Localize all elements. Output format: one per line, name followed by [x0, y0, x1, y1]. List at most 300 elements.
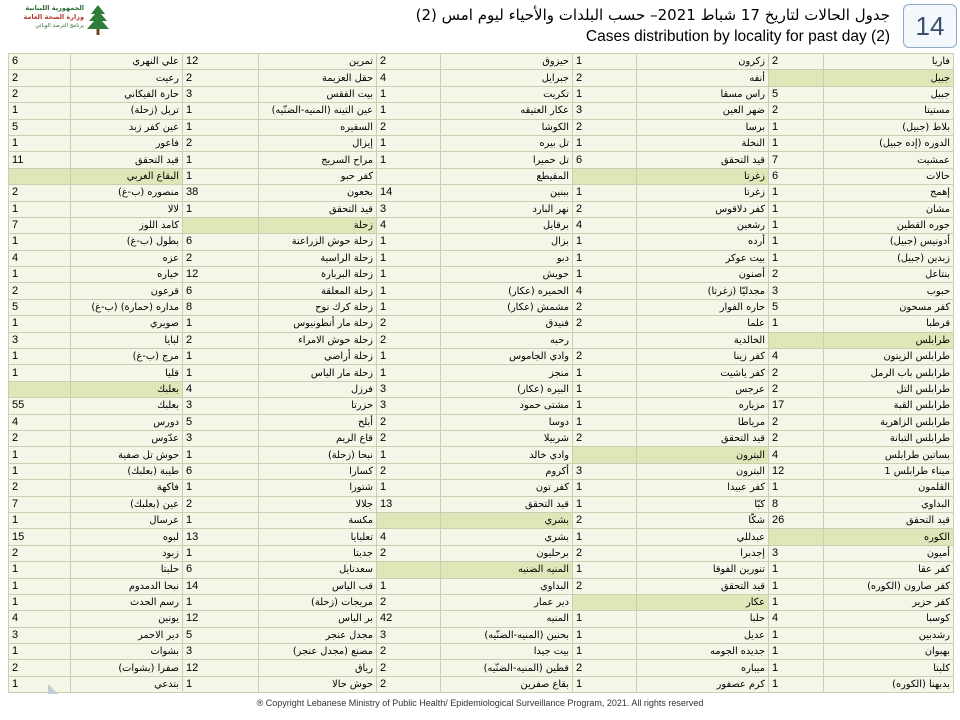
locality-cell: تعلبايا — [259, 529, 377, 545]
case-count-cell: 2 — [377, 644, 441, 660]
case-count-cell: 1 — [183, 447, 259, 463]
locality-cell: قيد التحقق — [637, 578, 769, 594]
case-count-cell: 1 — [183, 168, 259, 184]
locality-cell: قيد التحقق — [637, 430, 769, 446]
table-row — [9, 201, 954, 217]
case-count-cell: 2 — [573, 512, 637, 528]
case-count-cell: 3 — [377, 398, 441, 414]
table-row — [9, 119, 954, 135]
locality-cell: خياره — [71, 267, 183, 283]
locality-cell: رحبه — [441, 332, 573, 348]
locality-cell: برسا — [637, 119, 769, 135]
locality-cell: بتدعي — [71, 676, 183, 692]
locality-cell: صويري — [71, 316, 183, 332]
case-count-cell: 1 — [769, 644, 824, 660]
locality-cell: أكروم — [441, 463, 573, 479]
case-count-cell — [573, 332, 637, 348]
locality-cell: بقاع صفرين — [441, 676, 573, 692]
case-count-cell: 1 — [9, 594, 71, 610]
locality-cell: حبوب — [824, 283, 954, 299]
case-count-cell: 1 — [573, 644, 637, 660]
case-count-cell: 1 — [573, 611, 637, 627]
locality-cell: مكسة — [259, 512, 377, 528]
district-header-cell: طرابلس — [824, 332, 954, 348]
table-row — [9, 316, 954, 332]
locality-cell: النخلة — [637, 135, 769, 151]
locality-cell: فاريا — [824, 54, 954, 70]
case-count-cell — [573, 594, 637, 610]
locality-cell: كفر زينا — [637, 349, 769, 365]
locality-cell: عرسال — [71, 512, 183, 528]
locality-cell: زحلة الراسية — [259, 250, 377, 266]
locality-cell: كفر حبو — [259, 168, 377, 184]
table-row — [9, 414, 954, 430]
table-row — [9, 545, 954, 561]
locality-cell: رعيت — [71, 70, 183, 86]
locality-cell: قرعون — [71, 283, 183, 299]
case-count-cell: 1 — [573, 529, 637, 545]
case-count-cell: 2 — [377, 594, 441, 610]
case-count-cell: 2 — [573, 201, 637, 217]
locality-cell: علما — [637, 316, 769, 332]
locality-cell: رياق — [259, 660, 377, 676]
case-count-cell: 2 — [377, 316, 441, 332]
case-count-cell: 5 — [769, 86, 824, 102]
locality-cell: قيد التحقق — [441, 496, 573, 512]
locality-cell: ميباره — [637, 660, 769, 676]
table-row — [9, 135, 954, 151]
case-count-cell: 1 — [377, 365, 441, 381]
case-count-cell: 12 — [183, 611, 259, 627]
locality-cell: مجدل عنجر — [259, 627, 377, 643]
locality-cell: دبو — [441, 250, 573, 266]
locality-cell: علي النهري — [71, 54, 183, 70]
case-count-cell: 2 — [573, 119, 637, 135]
case-count-cell: 1 — [769, 234, 824, 250]
case-count-cell: 2 — [769, 103, 824, 119]
case-count-cell: 12 — [183, 660, 259, 676]
case-count-cell: 3 — [573, 463, 637, 479]
district-header-cell: المنيه الضنيه — [441, 562, 573, 578]
table-row — [9, 152, 954, 168]
table-row — [9, 512, 954, 528]
cases-table — [8, 53, 954, 693]
case-count-cell: 1 — [183, 349, 259, 365]
table-row — [9, 627, 954, 643]
locality-cell: فرزل — [259, 381, 377, 397]
locality-cell: أرده — [637, 234, 769, 250]
case-count-cell: 2 — [573, 299, 637, 315]
case-count-cell: 1 — [183, 316, 259, 332]
case-count-cell: 1 — [9, 562, 71, 578]
case-count-cell: 2 — [9, 185, 71, 201]
locality-cell: كفر تون — [441, 480, 573, 496]
table-row — [9, 611, 954, 627]
locality-cell: بخعون — [259, 185, 377, 201]
locality-cell: حالات — [824, 168, 954, 184]
case-count-cell: 1 — [573, 480, 637, 496]
locality-cell: مزياره — [637, 398, 769, 414]
case-count-cell: 1 — [377, 152, 441, 168]
locality-cell: فاكهة — [71, 480, 183, 496]
case-count-cell: 1 — [183, 676, 259, 692]
case-count-cell: 2 — [573, 545, 637, 561]
locality-cell: زبود — [71, 545, 183, 561]
case-count-cell: 1 — [183, 365, 259, 381]
locality-cell: أميون — [824, 545, 954, 561]
case-count-cell: 1 — [9, 644, 71, 660]
case-count-cell: 2 — [9, 70, 71, 86]
table-row — [9, 644, 954, 660]
locality-cell: رسم الحدث — [71, 594, 183, 610]
case-count-cell: 1 — [769, 676, 824, 692]
case-count-cell: 3 — [183, 644, 259, 660]
case-count-cell: 2 — [769, 381, 824, 397]
locality-cell: مراح السريج — [259, 152, 377, 168]
locality-cell: قيد التحقق — [71, 152, 183, 168]
locality-cell: مرياطا — [637, 414, 769, 430]
locality-cell: المنيه — [441, 611, 573, 627]
locality-cell: زغرتا — [637, 185, 769, 201]
locality-cell: منجز — [441, 365, 573, 381]
district-header-cell: بعلبك — [71, 381, 183, 397]
case-count-cell: 38 — [183, 185, 259, 201]
locality-cell: حاره الفوار — [637, 299, 769, 315]
locality-cell: لبوه — [71, 529, 183, 545]
case-count-cell: 14 — [183, 578, 259, 594]
table-row — [9, 250, 954, 266]
table-row — [9, 398, 954, 414]
locality-cell: كوسبا — [824, 611, 954, 627]
case-count-cell: 1 — [573, 267, 637, 283]
case-count-cell: 1 — [9, 135, 71, 151]
locality-cell: يونين — [71, 611, 183, 627]
case-count-cell: 15 — [9, 529, 71, 545]
case-count-cell: 1 — [377, 234, 441, 250]
case-count-cell: 42 — [377, 611, 441, 627]
locality-cell: عكار العتيقه — [441, 103, 573, 119]
locality-cell: طرابلس الزاهرية — [824, 414, 954, 430]
case-count-cell: 1 — [377, 135, 441, 151]
locality-cell: جبيل — [824, 86, 954, 102]
case-count-cell: 1 — [9, 316, 71, 332]
case-count-cell: 2 — [573, 349, 637, 365]
locality-cell: راس مسقا — [637, 86, 769, 102]
locality-cell: شكّا — [637, 512, 769, 528]
case-count-cell: 1 — [769, 660, 824, 676]
locality-cell: قيد التحقق — [259, 201, 377, 217]
cases-table-container — [8, 53, 953, 691]
case-count-cell: 1 — [769, 119, 824, 135]
case-count-cell: 2 — [377, 332, 441, 348]
district-header-cell: زحلة — [259, 217, 377, 233]
case-count-cell: 2 — [9, 545, 71, 561]
case-count-cell: 4 — [9, 250, 71, 266]
table-row — [9, 529, 954, 545]
case-count-cell: 2 — [573, 578, 637, 594]
case-count-cell: 4 — [769, 611, 824, 627]
case-count-cell: 1 — [377, 283, 441, 299]
case-count-cell — [377, 512, 441, 528]
case-count-cell: 1 — [769, 217, 824, 233]
district-header-cell: البقاع الغربي — [71, 168, 183, 184]
case-count-cell: 5 — [9, 299, 71, 315]
case-count-cell: 3 — [183, 430, 259, 446]
case-count-cell: 1 — [573, 135, 637, 151]
locality-cell: قطين (المنيه-الضنّيه) — [441, 660, 573, 676]
case-count-cell: 2 — [9, 86, 71, 102]
locality-cell: بلاط (جبيل) — [824, 119, 954, 135]
case-count-cell: 1 — [769, 562, 824, 578]
locality-cell: زحلة المعلقة — [259, 283, 377, 299]
case-count-cell: 26 — [769, 512, 824, 528]
locality-cell: طرابلس القبة — [824, 398, 954, 414]
case-count-cell: 13 — [377, 496, 441, 512]
locality-cell: حارة الفيكاني — [71, 86, 183, 102]
locality-cell: ميناء طرابلس 1 — [824, 463, 954, 479]
locality-cell: حويش — [441, 267, 573, 283]
case-count-cell: 2 — [377, 414, 441, 430]
case-count-cell: 3 — [377, 201, 441, 217]
case-count-cell: 4 — [377, 70, 441, 86]
case-count-cell: 1 — [573, 365, 637, 381]
case-count-cell: 2 — [183, 135, 259, 151]
locality-cell: مجدليّا (زغرتا) — [637, 283, 769, 299]
case-count-cell: 1 — [183, 119, 259, 135]
case-count-cell: 2 — [377, 660, 441, 676]
locality-cell: بيت عوكر — [637, 250, 769, 266]
locality-cell: فاعور — [71, 135, 183, 151]
case-count-cell: 1 — [573, 398, 637, 414]
locality-cell: كفر ياشيت — [637, 365, 769, 381]
case-count-cell: 4 — [573, 283, 637, 299]
case-count-cell: 2 — [769, 414, 824, 430]
table-row — [9, 463, 954, 479]
case-count-cell: 2 — [573, 70, 637, 86]
locality-cell: كامد اللوز — [71, 217, 183, 233]
case-count-cell: 4 — [377, 217, 441, 233]
locality-cell: تل بيره — [441, 135, 573, 151]
locality-cell: دوسا — [441, 414, 573, 430]
locality-cell: دورس — [71, 414, 183, 430]
case-count-cell — [573, 168, 637, 184]
case-count-cell: 4 — [183, 381, 259, 397]
locality-cell: أنفه — [637, 70, 769, 86]
footer-corner-decoration — [48, 684, 58, 694]
locality-cell: سعدنايل — [259, 562, 377, 578]
case-count-cell: 1 — [9, 512, 71, 528]
case-count-cell: 1 — [183, 545, 259, 561]
case-count-cell: 1 — [377, 299, 441, 315]
table-row — [9, 103, 954, 119]
case-count-cell: 3 — [9, 332, 71, 348]
case-count-cell: 1 — [769, 594, 824, 610]
case-count-cell: 2 — [573, 430, 637, 446]
locality-cell: شربيلا — [441, 430, 573, 446]
table-row — [9, 594, 954, 610]
case-count-cell: 1 — [769, 627, 824, 643]
case-count-cell: 2 — [377, 463, 441, 479]
case-count-cell: 1 — [183, 480, 259, 496]
case-count-cell: 7 — [9, 217, 71, 233]
case-count-cell: 4 — [9, 611, 71, 627]
case-count-cell: 6 — [183, 463, 259, 479]
case-count-cell: 2 — [573, 660, 637, 676]
district-header-cell: عكار — [637, 594, 769, 610]
table-row — [9, 676, 954, 692]
case-count-cell: 2 — [377, 676, 441, 692]
locality-cell: لبايا — [71, 332, 183, 348]
logo-line-1: الجمهورية اللبنانية — [25, 4, 84, 12]
locality-cell: حزرتا — [259, 398, 377, 414]
case-count-cell: 2 — [9, 283, 71, 299]
locality-cell: طرابلس باب الرمل — [824, 365, 954, 381]
case-count-cell — [9, 381, 71, 397]
slide-number-badge: 14 — [903, 4, 957, 48]
locality-cell: برقايل — [441, 217, 573, 233]
copyright-footer: ® Copyright Lebanese Ministry of Public Health/ Epidemiological Surveillance Program, 2021. All rights reserved — [256, 698, 704, 708]
locality-cell: مرج (ب-غ) — [71, 349, 183, 365]
header — [0, 0, 960, 52]
table-row — [9, 447, 954, 463]
case-count-cell: 2 — [183, 250, 259, 266]
locality-cell: بنتاعل — [824, 267, 954, 283]
locality-cell: حقل العزيمة — [259, 70, 377, 86]
case-count-cell: 8 — [769, 496, 824, 512]
case-count-cell: 1 — [769, 316, 824, 332]
page-title-arabic: جدول الحالات لتاريخ 17 شباط 2021– حسب البلدات والأحياء ليوم امس (2) — [415, 6, 890, 24]
locality-cell: نهر البارد — [441, 201, 573, 217]
table-row — [9, 185, 954, 201]
locality-cell: البيره (عكار) — [441, 381, 573, 397]
locality-cell: طرابلس الزيتون — [824, 349, 954, 365]
table-row — [9, 660, 954, 676]
case-count-cell: 2 — [183, 332, 259, 348]
locality-cell: مصنع (مجدل عنجر) — [259, 644, 377, 660]
case-count-cell: 1 — [9, 676, 71, 692]
table-row — [9, 349, 954, 365]
case-count-cell: 1 — [377, 480, 441, 496]
locality-cell: قاع الريم — [259, 430, 377, 446]
case-count-cell: 2 — [573, 316, 637, 332]
case-count-cell: 1 — [183, 152, 259, 168]
locality-cell: شتورا — [259, 480, 377, 496]
case-count-cell: 13 — [183, 529, 259, 545]
table-row — [9, 381, 954, 397]
case-count-cell: 2 — [377, 119, 441, 135]
locality-cell: بعلبك — [71, 398, 183, 414]
locality-cell: حوش تل صفية — [71, 447, 183, 463]
locality-cell: زبدين (جبيل) — [824, 250, 954, 266]
case-count-cell: 1 — [9, 365, 71, 381]
locality-cell: عين كفر زبد — [71, 119, 183, 135]
case-count-cell: 1 — [769, 250, 824, 266]
cases-table-body — [9, 54, 954, 693]
case-count-cell: 1 — [769, 578, 824, 594]
table-row — [9, 283, 954, 299]
locality-cell: زحلة حوش الامراء — [259, 332, 377, 348]
locality-cell: مريجات (زحلة) — [259, 594, 377, 610]
case-count-cell: 7 — [9, 496, 71, 512]
case-count-cell: 1 — [377, 86, 441, 102]
locality-cell: فنيدق — [441, 316, 573, 332]
case-count-cell: 8 — [183, 299, 259, 315]
locality-cell: كرم عصفور — [637, 676, 769, 692]
district-header-cell: الكوره — [824, 529, 954, 545]
case-count-cell — [377, 562, 441, 578]
case-count-cell: 2 — [377, 545, 441, 561]
case-count-cell: 14 — [377, 185, 441, 201]
case-count-cell: 6 — [183, 562, 259, 578]
case-count-cell: 12 — [183, 54, 259, 70]
case-count-cell: 1 — [9, 349, 71, 365]
locality-cell: أصنون — [637, 267, 769, 283]
table-row — [9, 217, 954, 233]
table-row — [9, 480, 954, 496]
case-count-cell — [9, 168, 71, 184]
case-count-cell: 1 — [573, 86, 637, 102]
locality-cell: ببنين — [441, 185, 573, 201]
case-count-cell: 17 — [769, 398, 824, 414]
locality-cell: بهبوان — [824, 644, 954, 660]
locality-cell: كفر عبيدا — [637, 480, 769, 496]
locality-cell: لالا — [71, 201, 183, 217]
locality-cell: رشعين — [637, 217, 769, 233]
locality-cell: أدونيس (جبيل) — [824, 234, 954, 250]
locality-cell: حلبتا — [71, 562, 183, 578]
table-row — [9, 430, 954, 446]
case-count-cell: 1 — [183, 201, 259, 217]
locality-cell: بحنين (المنيه-الضنّيه) — [441, 627, 573, 643]
locality-cell: الحميره (عكار) — [441, 283, 573, 299]
locality-cell: السفيره — [259, 119, 377, 135]
locality-cell: أبلح — [259, 414, 377, 430]
logo-line-2: وزارة الصحة العامة — [23, 13, 84, 21]
case-count-cell: 1 — [183, 103, 259, 119]
case-count-cell: 3 — [769, 283, 824, 299]
locality-cell: بر الياس — [259, 611, 377, 627]
locality-cell: حيزوق — [441, 54, 573, 70]
locality-cell: برحليون — [441, 545, 573, 561]
logo-text — [6, 4, 84, 31]
case-count-cell: 1 — [573, 185, 637, 201]
locality-cell: مشتى حمود — [441, 398, 573, 414]
locality-cell: البترون — [637, 463, 769, 479]
locality-cell: دير عمار — [441, 594, 573, 610]
table-row — [9, 168, 954, 184]
locality-cell: جديتا — [259, 545, 377, 561]
case-count-cell: 1 — [9, 201, 71, 217]
case-count-cell: 55 — [9, 398, 71, 414]
case-count-cell: 1 — [769, 480, 824, 496]
locality-cell: تنورين الفوقا — [637, 562, 769, 578]
case-count-cell: 5 — [183, 627, 259, 643]
locality-cell: المقيطع — [441, 168, 573, 184]
locality-cell: زكرون — [637, 54, 769, 70]
locality-cell: طرابلس التل — [824, 381, 954, 397]
locality-cell: كفر حزير — [824, 594, 954, 610]
locality-cell: حلبا — [637, 611, 769, 627]
case-count-cell: 1 — [377, 578, 441, 594]
case-count-cell: 1 — [9, 463, 71, 479]
case-count-cell — [769, 529, 824, 545]
locality-cell: نبحا الدمدوم — [71, 578, 183, 594]
locality-cell: زحلة حوش الزراعنة — [259, 234, 377, 250]
locality-cell: طرابلس التبانة — [824, 430, 954, 446]
locality-cell: الخالدية — [637, 332, 769, 348]
case-count-cell: 6 — [769, 168, 824, 184]
locality-cell: مستيتا — [824, 103, 954, 119]
